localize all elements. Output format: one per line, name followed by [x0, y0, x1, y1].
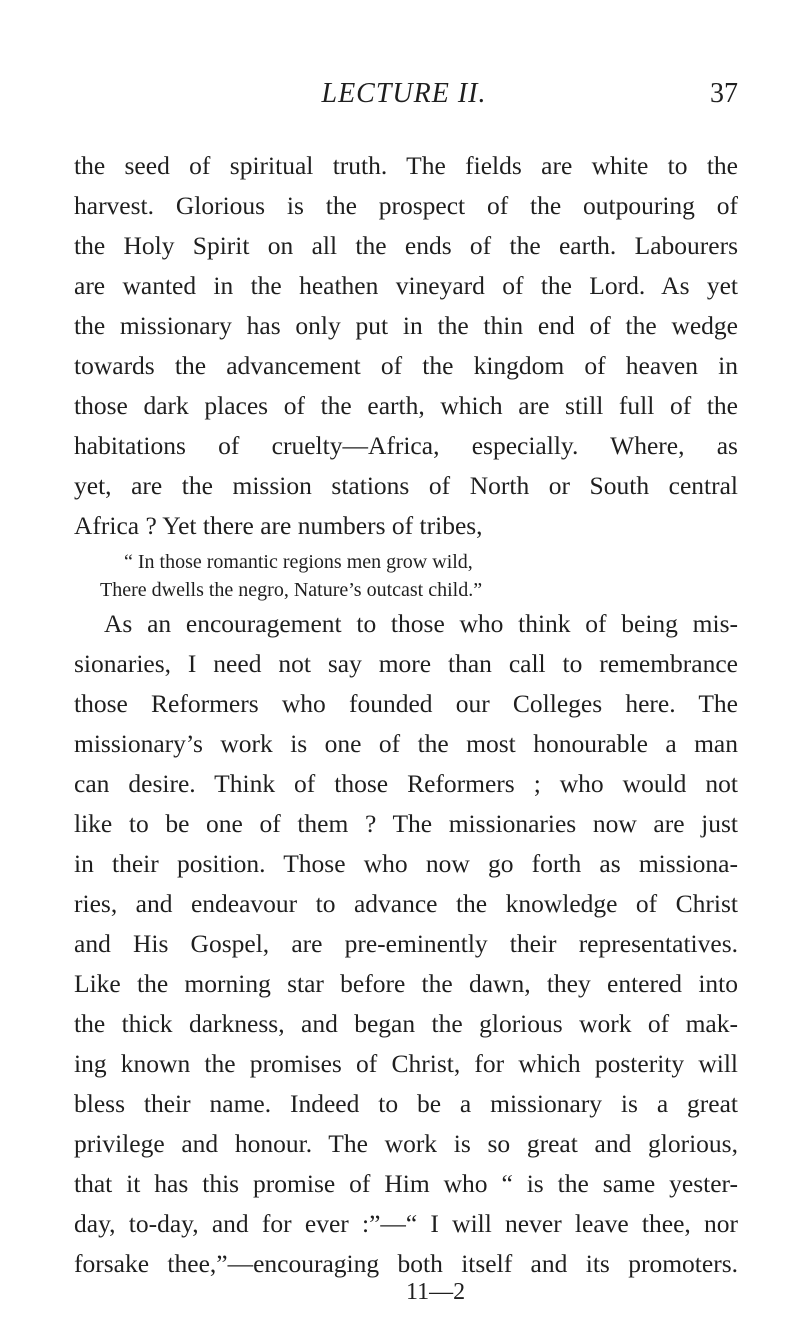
text-line: missionary’s work is one of the most honourable a man [74, 729, 738, 758]
text-line: Africa ? Yet there are numbers of tribes, [74, 511, 483, 540]
text-line: and His Gospel, are pre-eminently their representatives. [74, 929, 738, 958]
text-line: bless their name. Indeed to be a missionary is a great [74, 1089, 738, 1118]
text-line: privilege and honour. The work is so great and glorious, [74, 1129, 738, 1158]
text-line: ing known the promises of Christ, for which posterity will [74, 1049, 738, 1078]
body-text [74, 146, 738, 1284]
text-line: towards the advancement of the kingdom of heaven in [74, 351, 738, 380]
text-line: harvest. Glorious is the prospect of the outpouring of [74, 191, 738, 220]
verse-quote-line: There dwells the negro, Nature’s outcast child.” [100, 579, 483, 601]
page-number: 37 [710, 78, 738, 109]
text-line: in their position. Those who now go forth as missiona- [74, 849, 738, 878]
text-line: Like the morning star before the dawn, they entered into [74, 969, 738, 998]
text-line: As an encouragement to those who think of being mis- [104, 609, 738, 638]
text-line: the seed of spiritual truth. The fields are white to the [74, 151, 738, 180]
text-line: the Holy Spirit on all the ends of the earth. Labourers [74, 231, 738, 260]
text-line: like to be one of them ? The missionaries now are just [74, 809, 738, 838]
text-line: the thick darkness, and began the glorious work of mak- [74, 1009, 738, 1038]
text-line: day, to-day, and for ever :”—“ I will never leave thee, nor [74, 1209, 738, 1238]
text-line: yet, are the mission stations of North or South central [74, 471, 738, 500]
text-line: sionaries, I need not say more than call to remembrance [74, 649, 738, 678]
text-line: habitations of cruelty—Africa, especially. Where, as [74, 431, 738, 460]
page-header [70, 78, 738, 122]
text-line: forsake thee,”—encouraging both itself and its promoters. [74, 1249, 738, 1278]
text-line: those Reformers who founded our Colleges here. The [74, 689, 738, 718]
text-line: can desire. Think of those Reformers ; who would not [74, 769, 738, 798]
text-line: those dark places of the earth, which are still full of the [74, 391, 738, 420]
text-line: that it has this promise of Him who “ is the same yester- [74, 1169, 738, 1198]
text-line: ries, and endeavour to advance the knowledge of Christ [74, 889, 738, 918]
text-line: are wanted in the heathen vineyard of the Lord. As yet [74, 271, 738, 300]
verse-quote-line: “ In those romantic regions men grow wild, [124, 551, 473, 573]
signature-mark: 11—2 [406, 1279, 466, 1305]
running-head: LECTURE II. [321, 78, 487, 109]
text-line: the missionary has only put in the thin end of the wedge [74, 311, 738, 340]
